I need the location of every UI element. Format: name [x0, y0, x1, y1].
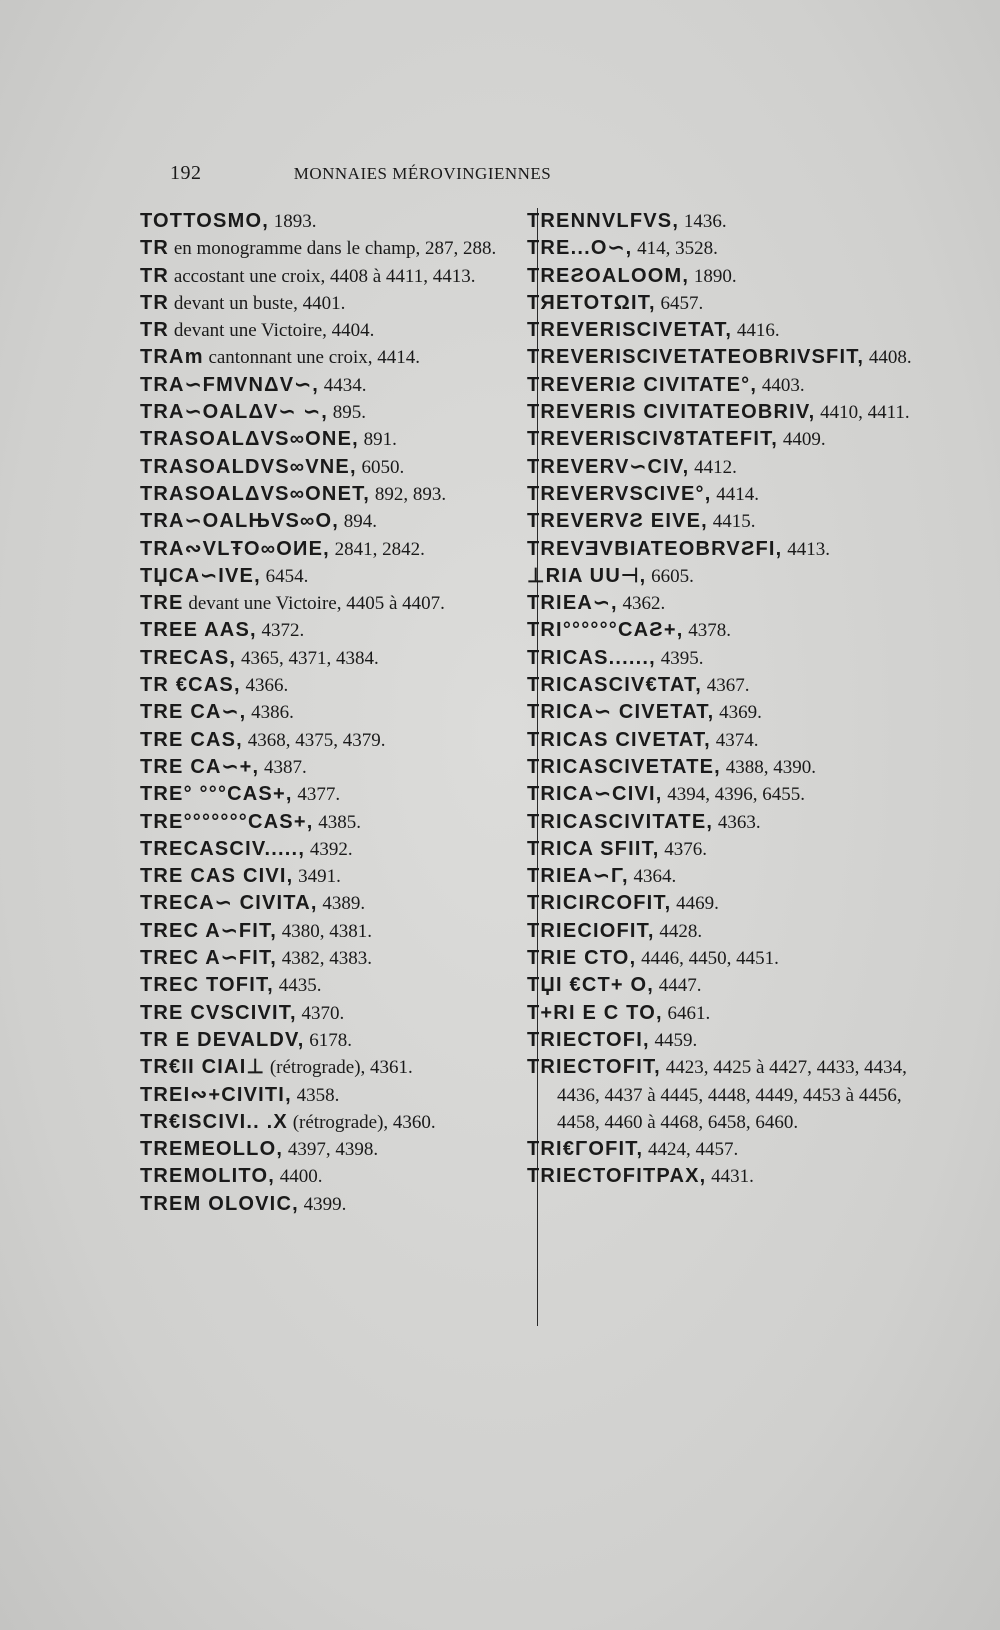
entry-legend: TR€ISCIVI.. .X	[140, 1110, 288, 1133]
index-entry	[527, 1163, 937, 1190]
index-entry	[140, 972, 530, 999]
entry-reference: devant une Victoire, 4404.	[169, 320, 375, 342]
index-entry	[140, 699, 530, 726]
entry-reference: 4377.	[292, 784, 341, 806]
entry-reference: 4392.	[305, 838, 353, 860]
entry-reference: 4372.	[256, 620, 305, 642]
entry-legend: TRASOALΔVS∞ONET,	[140, 482, 371, 505]
entry-legend: TR	[140, 237, 170, 260]
entry-legend: TRIEA∽Γ,	[527, 865, 629, 888]
entry-legend: TRICA SFIIT,	[527, 837, 660, 860]
index-entry	[140, 863, 530, 890]
index-entry	[140, 454, 530, 481]
index-entry	[140, 617, 530, 644]
index-entry	[140, 1163, 530, 1190]
index-entry	[140, 809, 530, 836]
entry-legend: TREVERVƧ EIVE,	[527, 510, 708, 533]
index-entry	[527, 890, 937, 917]
entry-legend: TRI°°°°°°CAƧ+,	[527, 619, 684, 642]
entry-legend: TREMOLITO,	[140, 1165, 275, 1188]
entry-reference: 4435.	[273, 975, 322, 997]
entry-legend: TOTTOSMO,	[140, 210, 269, 232]
entry-legend: TRIECTOFI,	[527, 1028, 650, 1051]
entry-legend: TREVERISCIVETAT,	[527, 319, 733, 342]
index-entry	[140, 235, 530, 262]
entry-reference: 4415.	[707, 511, 756, 533]
index-entry	[527, 863, 937, 890]
entry-legend: TRECASCIV.....,	[140, 837, 306, 860]
index-entry	[527, 290, 937, 317]
right-column	[527, 208, 937, 1191]
index-entry	[140, 645, 530, 672]
entry-reference: 4399.	[298, 1193, 347, 1215]
entry-reference: 2841, 2842.	[329, 538, 425, 560]
entry-reference: 4386.	[246, 702, 294, 724]
entry-legend: TREVERIƧ CIVITATE°,	[527, 373, 758, 396]
entry-reference: 4387.	[259, 756, 307, 778]
index-entry	[140, 1054, 530, 1081]
index-entry	[140, 426, 530, 453]
entry-reference: 4469.	[671, 893, 719, 915]
index-entry	[140, 563, 530, 590]
index-entry	[140, 290, 530, 317]
index-entry	[527, 699, 937, 726]
entry-reference: 4459.	[649, 1029, 698, 1051]
entry-reference: 4378.	[683, 620, 731, 642]
index-entry	[140, 836, 530, 863]
entry-legend: TRICASCIVETATE,	[527, 755, 721, 778]
entry-legend: TR€II CIAI⊥	[140, 1056, 266, 1079]
entry-legend: TREM OLOVIC,	[140, 1192, 299, 1215]
entry-legend: TR €CAS,	[140, 674, 241, 697]
entry-legend: TR	[140, 319, 170, 342]
index-entry	[527, 945, 937, 972]
entry-legend: TRE CVSCIVIT,	[140, 1001, 297, 1024]
entry-legend: TЯETOTΩIT,	[527, 291, 656, 314]
entry-reference: 4367.	[701, 675, 750, 697]
index-entry	[527, 645, 937, 672]
entry-reference: 4434.	[318, 374, 367, 396]
index-entry	[140, 890, 530, 917]
index-entry	[527, 672, 937, 699]
entry-reference: 4385.	[313, 811, 361, 833]
running-title: MONNAIES MÉROVINGIENNES	[293, 164, 552, 183]
index-entry	[140, 918, 530, 945]
entry-legend: TRE	[140, 592, 184, 615]
entry-reference: 6457.	[655, 292, 704, 314]
index-entry	[527, 754, 937, 781]
entry-legend: TRIECIOFIT,	[527, 919, 655, 942]
index-entry	[140, 208, 530, 235]
entry-reference: 4388, 4390.	[720, 756, 816, 778]
entry-reference: 894.	[338, 511, 377, 533]
entry-legend: TREVERISCIVETATEOBRIVSFIT,	[527, 346, 865, 369]
index-entry	[140, 263, 530, 290]
index-entry	[527, 1027, 937, 1054]
entry-legend: TRICAS CIVETAT,	[527, 728, 711, 751]
entry-legend: TREE AAS,	[140, 619, 257, 642]
index-entry	[140, 399, 530, 426]
entry-legend: TЏCA∽IVE,	[140, 564, 261, 587]
index-entry	[140, 372, 530, 399]
entry-legend: TRIECTOFIT,	[527, 1056, 661, 1079]
entry-legend: TRA∽OALΔV∽ ∽,	[140, 401, 329, 424]
entry-reference: 4369.	[714, 702, 762, 724]
entry-legend: TRICASCIVITATE,	[527, 810, 714, 833]
index-entry	[527, 344, 937, 371]
entry-legend: TRASOALDVS∞VNE,	[140, 455, 357, 478]
entry-reference: 4414.	[711, 483, 759, 505]
entry-legend: TRE CA∽+,	[140, 755, 260, 778]
entry-reference: 4374.	[710, 729, 759, 751]
entry-legend: TRIE CTO,	[527, 947, 637, 970]
entry-reference: 4410, 4411.	[815, 402, 910, 424]
entry-reference: 4364.	[628, 866, 677, 888]
entry-legend: TRA∾VLŦO∞OИE,	[140, 537, 330, 560]
index-entry	[527, 372, 937, 399]
entry-reference: 1890.	[689, 265, 737, 287]
index-entry	[140, 317, 530, 344]
entry-reference: 4428.	[654, 920, 703, 942]
index-entry	[527, 836, 937, 863]
entry-reference: 4370.	[296, 1002, 345, 1024]
entry-reference: 891.	[358, 429, 397, 451]
entry-reference: 4403.	[757, 374, 805, 396]
index-entry	[140, 590, 530, 617]
index-entry	[527, 454, 937, 481]
index-entry	[140, 1136, 530, 1163]
entry-reference: 4363.	[713, 811, 761, 833]
index-entry	[527, 809, 937, 836]
entry-legend: TREVERV∽CIV,	[527, 455, 690, 478]
entry-reference: (rétrograde), 4361.	[265, 1057, 413, 1079]
index-entry	[140, 1191, 530, 1218]
index-entry	[527, 208, 937, 235]
entry-reference: 6178.	[304, 1029, 353, 1051]
index-entry	[140, 945, 530, 972]
entry-legend: TRICA∽ CIVETAT,	[527, 701, 715, 724]
entry-reference: accostant une croix, 4408 à 4411, 4413.	[169, 265, 476, 287]
entry-reference: 4394, 4396, 6455.	[662, 784, 806, 806]
entry-reference: 4365, 4371, 4384.	[236, 647, 379, 669]
index-entry	[140, 536, 530, 563]
index-entry	[527, 727, 937, 754]
index-entry	[140, 508, 530, 535]
entry-legend: T+RI E C TO,	[527, 1001, 663, 1024]
entry-legend: TR E DEVALDV,	[140, 1028, 305, 1051]
index-entry	[527, 508, 937, 535]
entry-reference: 6454.	[260, 565, 309, 587]
entry-reference: 4446, 4450, 4451.	[636, 948, 779, 970]
entry-legend: TREC A∽FIT,	[140, 919, 277, 942]
index-entry	[527, 918, 937, 945]
entry-legend: TRICAS......,	[527, 646, 656, 669]
index-entry	[140, 481, 530, 508]
entry-legend: TR	[140, 291, 170, 314]
entry-legend: TREƧOALOOM,	[527, 264, 690, 287]
index-entry	[140, 1082, 530, 1109]
index-entry	[140, 727, 530, 754]
entry-legend: TREI∾+CIVITI,	[140, 1083, 292, 1106]
entry-legend: TRE°°°°°°°CAS+,	[140, 810, 314, 833]
index-entry	[140, 1000, 530, 1027]
entry-legend: TRICIRCOFIT,	[527, 892, 672, 915]
index-entry	[527, 1000, 937, 1027]
entry-legend: TRICA∽CIVI,	[527, 783, 663, 806]
entry-legend: TRA∽OALЊVS∞O,	[140, 510, 339, 533]
entry-reference: en monogramme dans le champ, 287, 288.	[169, 238, 497, 260]
entry-legend: TRASOALΔVS∞ONE,	[140, 428, 359, 451]
entry-reference: 1436.	[679, 211, 727, 232]
index-entry	[140, 781, 530, 808]
entry-reference: 4358.	[291, 1084, 340, 1106]
entry-reference: 6461.	[662, 1002, 711, 1024]
index-entry	[140, 672, 530, 699]
index-entry	[527, 972, 937, 999]
index-entry	[527, 399, 937, 426]
entry-legend: TRIEA∽,	[527, 592, 618, 615]
entry-reference: 1893.	[268, 211, 317, 232]
entry-reference: 4408.	[864, 347, 912, 369]
page-number: 192	[170, 162, 202, 184]
index-entry	[527, 317, 937, 344]
entry-legend: TRAm	[140, 346, 204, 369]
entry-legend: TRIECTOFITPAX,	[527, 1165, 707, 1188]
entry-reference: 4389.	[317, 893, 366, 915]
entry-reference: 4368, 4375, 4379.	[242, 729, 386, 751]
index-entry	[140, 1109, 530, 1136]
entry-legend: TRE CA∽,	[140, 701, 247, 724]
index-entry	[527, 1136, 937, 1163]
index-entry	[140, 344, 530, 371]
index-entry	[140, 1027, 530, 1054]
entry-legend: TRE...O∽,	[527, 237, 633, 260]
entry-reference: 4382, 4383.	[277, 948, 372, 970]
entry-reference: 4447.	[654, 975, 702, 997]
entry-legend: TRE CAS CIVI,	[140, 865, 294, 888]
entry-legend: TREMEOLLO,	[140, 1138, 284, 1161]
entry-reference: 6605.	[646, 565, 694, 587]
entry-legend: TREVƎVBIATEOBRVƧFI,	[527, 537, 783, 560]
entry-reference: 3491.	[293, 866, 341, 888]
entry-reference: 4431.	[706, 1166, 754, 1188]
index-entry	[527, 481, 937, 508]
left-column	[140, 208, 530, 1218]
entry-reference: 4413.	[782, 538, 830, 560]
entry-reference: 414, 3528.	[632, 238, 718, 260]
page-header	[170, 162, 675, 188]
index-entry	[527, 235, 937, 262]
entry-reference: 4395.	[655, 647, 704, 669]
entry-legend: TRE° °°°CAS+,	[140, 783, 293, 806]
entry-legend: TREVERISCIV8TATEFIT,	[527, 428, 779, 451]
entry-legend: TRE CAS,	[140, 728, 243, 751]
entry-legend: TRECAS,	[140, 646, 237, 669]
entry-reference: 4412.	[689, 456, 737, 478]
index-entry	[527, 263, 937, 290]
entry-legend: TRI€ΓOFIT,	[527, 1138, 644, 1161]
entry-reference: 4400.	[274, 1166, 323, 1188]
entry-reference: 4397, 4398.	[283, 1139, 379, 1161]
entry-reference: 4423, 4425 à 4427, 4433, 4434, 4436, 4437 à 4445, 4448, 4449, 4453 à 4456, 4458, 4460 à 4468, 6458, 6460.	[557, 1057, 907, 1133]
entry-legend: TЏI €CT+ O,	[527, 974, 655, 997]
entry-legend: TRA∽FMVNΔV∽,	[140, 373, 319, 396]
entry-reference: 4409.	[778, 429, 826, 451]
index-entry	[527, 617, 937, 644]
index-entry	[527, 536, 937, 563]
entry-reference: 892, 893.	[370, 483, 447, 505]
entry-legend: TRICASCIV€TAT,	[527, 674, 702, 697]
entry-legend: TREVERIS CIVITATEOBRIV,	[527, 401, 816, 424]
index-entry	[527, 426, 937, 453]
entry-reference: 4366.	[240, 675, 289, 697]
entry-reference: devant un buste, 4401.	[169, 292, 346, 314]
entry-reference: 895.	[328, 402, 367, 424]
entry-reference: 6050.	[356, 456, 405, 478]
entry-legend: ⊥RIA UU⊣,	[527, 564, 647, 587]
entry-reference: 4424, 4457.	[643, 1139, 739, 1161]
entry-legend: TR	[140, 264, 170, 287]
index-entry	[527, 781, 937, 808]
index-entry	[527, 1054, 937, 1136]
entry-legend: TREC A∽FIT,	[140, 947, 277, 970]
entry-legend: TREC TOFIT,	[140, 974, 274, 997]
index-entry	[140, 754, 530, 781]
index-entry	[527, 563, 937, 590]
entry-legend: TRECA∽ CIVITA,	[140, 892, 318, 915]
entry-reference: devant une Victoire, 4405 à 4407.	[183, 593, 445, 615]
entry-reference: 4380, 4381.	[277, 920, 372, 942]
entry-legend: TRENNVLFVS,	[527, 210, 680, 232]
entry-reference: 4416.	[732, 320, 780, 342]
entry-legend: TREVERVSCIVE°,	[527, 482, 712, 505]
entry-reference: 4376.	[659, 838, 708, 860]
index-entry	[527, 590, 937, 617]
entry-reference: 4362.	[617, 593, 666, 615]
entry-reference: (rétrograde), 4360.	[287, 1111, 436, 1133]
entry-reference: cantonnant une croix, 4414.	[203, 347, 421, 369]
